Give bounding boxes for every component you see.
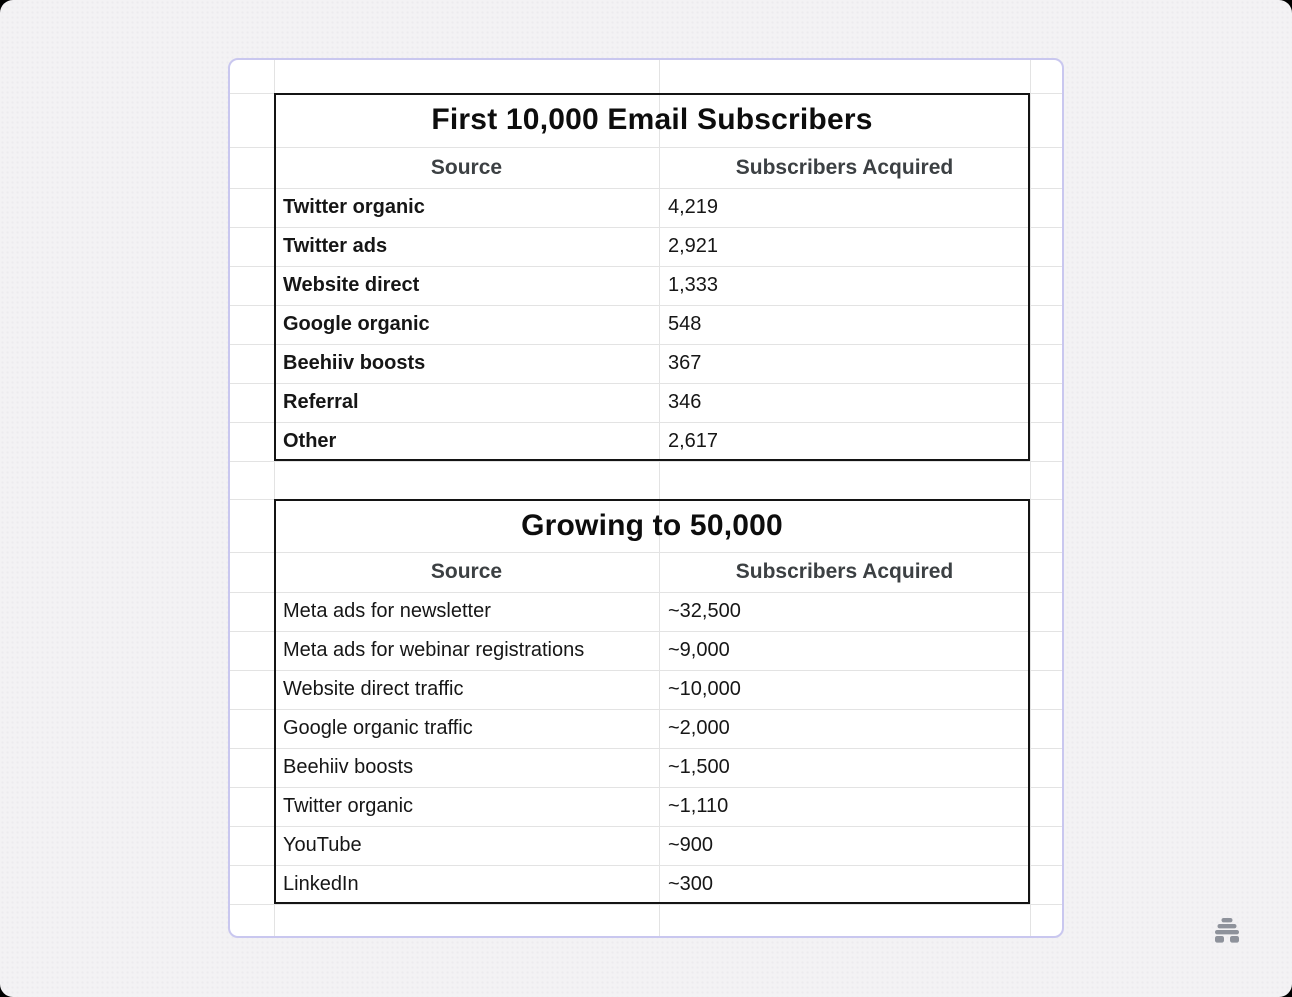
table1-value-cell[interactable]: 367 <box>668 352 702 374</box>
table1-value-cell[interactable]: 2,921 <box>668 235 719 257</box>
table2-source-cell[interactable]: LinkedIn <box>283 873 359 895</box>
table2-value-cell[interactable]: ~9,000 <box>668 639 730 661</box>
table2-source-cell[interactable]: Meta ads for webinar registrations <box>283 639 585 661</box>
table1-value-cell[interactable]: 346 <box>668 391 702 413</box>
table1-value-cell[interactable]: 4,219 <box>668 196 719 218</box>
table1-source-cell[interactable]: Referral <box>283 391 359 413</box>
table2-source-cell[interactable]: Twitter organic <box>283 795 414 817</box>
table2-source-cell[interactable]: Google organic traffic <box>283 717 473 739</box>
table1-source-cell[interactable]: Beehiiv boosts <box>283 352 426 374</box>
table2-value-cell[interactable]: ~10,000 <box>668 678 741 700</box>
beehiiv-logo-icon[interactable] <box>1210 913 1244 949</box>
table1-column-header-source: Source <box>430 155 503 179</box>
spreadsheet-card <box>228 58 1064 938</box>
table1-title: First 10,000 Email Subscribers <box>431 103 873 136</box>
table2-value-cell[interactable]: ~32,500 <box>668 600 741 622</box>
gridline-horizontal <box>230 461 1062 462</box>
table2-value-cell[interactable]: ~900 <box>668 834 714 856</box>
table1-source-cell[interactable]: Website direct <box>283 274 420 296</box>
table2-source-cell[interactable]: Meta ads for newsletter <box>283 600 491 622</box>
table1-column-header-subscribers: Subscribers Acquired <box>735 155 954 179</box>
table1-source-cell[interactable]: Other <box>283 430 337 452</box>
table2-value-cell[interactable]: ~2,000 <box>668 717 730 739</box>
table2-column-header-subscribers: Subscribers Acquired <box>735 560 954 583</box>
table1-value-cell[interactable]: 548 <box>668 313 702 335</box>
gridline-horizontal <box>230 904 1062 905</box>
table2-title: Growing to 50,000 <box>521 508 783 542</box>
table2-column-header-source: Source <box>430 560 503 583</box>
table2-source-cell[interactable]: YouTube <box>283 834 362 856</box>
table2-value-cell[interactable]: ~300 <box>668 873 714 895</box>
table1-source-cell[interactable]: Twitter ads <box>283 235 388 257</box>
table2-value-cell[interactable]: ~1,110 <box>668 795 729 817</box>
table1-value-cell[interactable]: 1,333 <box>668 274 719 296</box>
table2-source-cell[interactable]: Website direct traffic <box>283 678 464 700</box>
table2-value-cell[interactable]: ~1,500 <box>668 756 730 778</box>
table1-source-cell[interactable]: Google organic <box>283 313 430 335</box>
table1-value-cell[interactable]: 2,617 <box>668 430 719 452</box>
table1-source-cell[interactable]: Twitter organic <box>283 196 425 218</box>
gridline-vertical <box>1030 60 1031 936</box>
table2-source-cell[interactable]: Beehiiv boosts <box>283 756 414 778</box>
